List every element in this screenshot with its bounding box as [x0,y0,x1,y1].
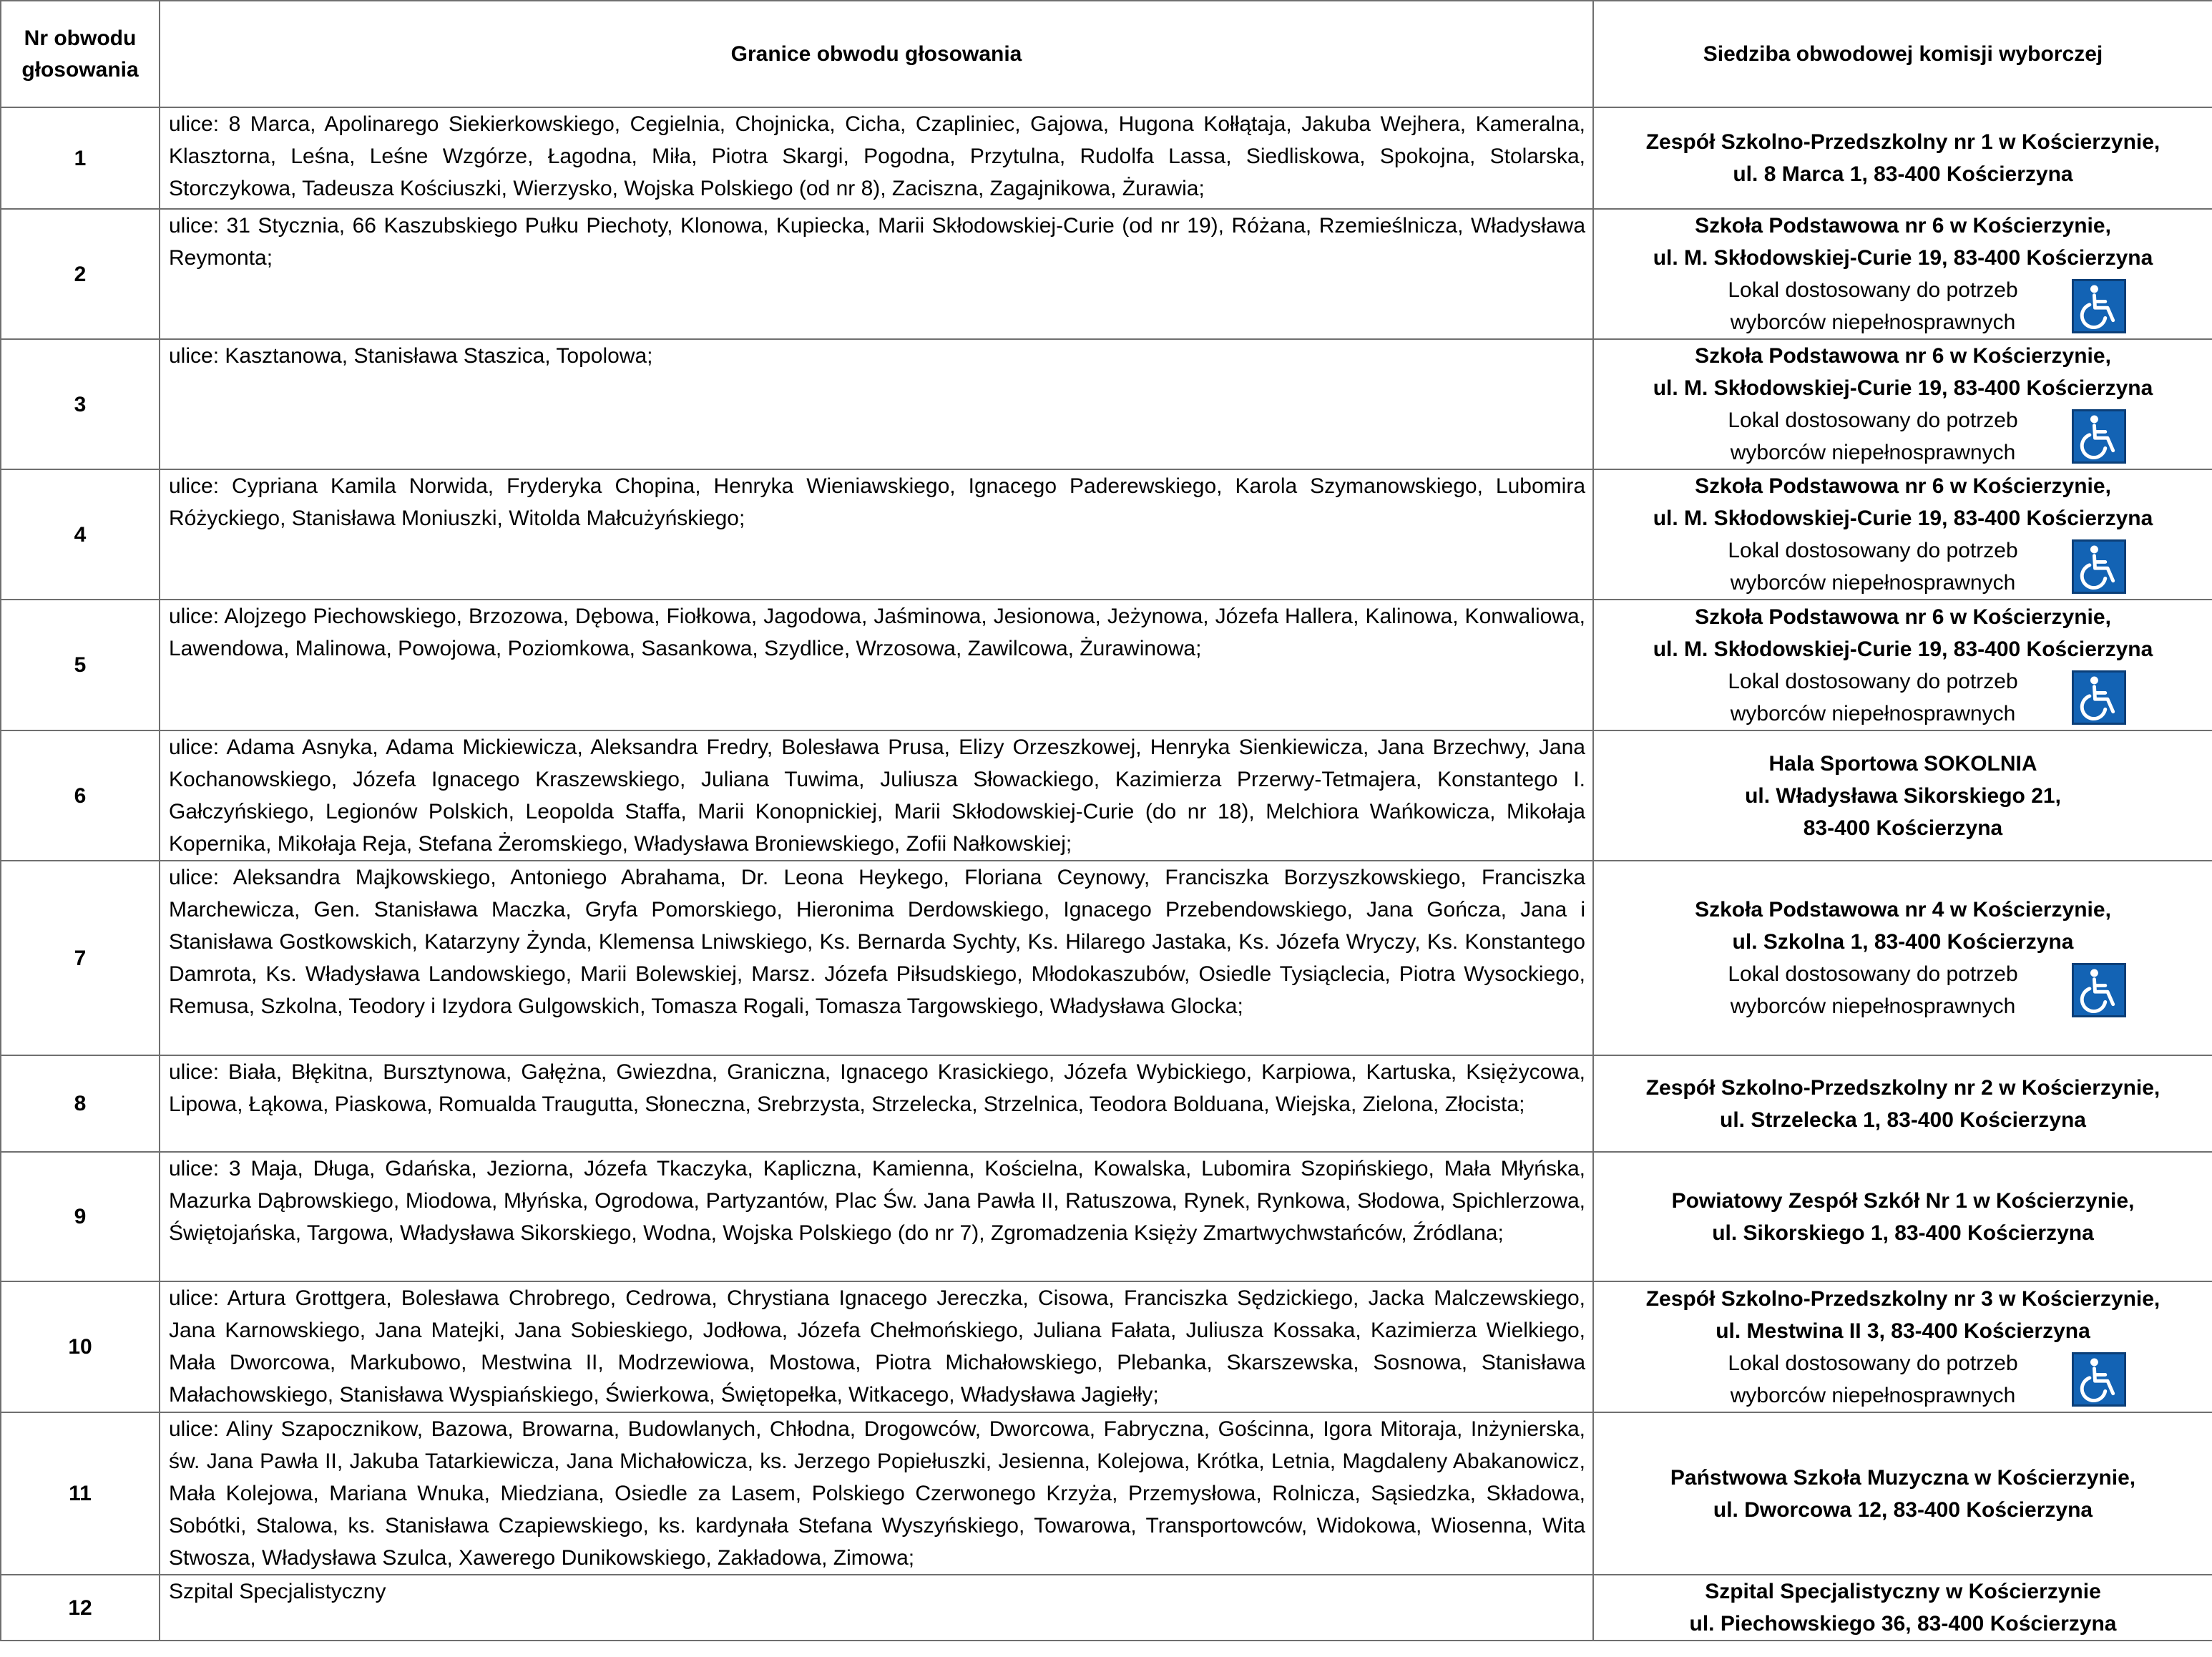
accessibility-text: Lokal dostosowany do potrzeb wyborców niepełnosprawnych [1728,409,2018,464]
accessibility-note [1688,665,2118,730]
district-boundaries: Szpital Specjalistyczny [160,1575,1593,1641]
district-number: 11 [1,1412,160,1575]
seat-name: Szkoła Podstawowa nr 6 w Kościerzynie, [1695,474,2111,498]
table-row [1,209,2212,339]
accessibility-text: Lokal dostosowany do potrzeb wyborców niepełnosprawnych [1728,669,2018,725]
seat-name: Szkoła Podstawowa nr 6 w Kościerzynie, [1695,214,2111,238]
accessibility-text: Lokal dostosowany do potrzeb wyborców niepełnosprawnych [1728,278,2018,334]
table-row [1,730,2212,861]
seat-address: ul. M. Skłodowskiej-Curie 19, 83-400 Kościerzyna [1653,246,2153,270]
seat-name: Szkoła Podstawowa nr 4 w Kościerzynie, [1695,898,2111,922]
seat-name: Szpital Specjalistyczny w Kościerzynie [1705,1580,2101,1603]
seat-name: Państwowa Szkoła Muzyczna w Kościerzynie, [1670,1465,2136,1490]
commission-seat [1593,1575,2212,1641]
commission-seat [1593,1055,2212,1152]
seat-address: ul. Mestwina II 3, 83-400 Kościerzyna [1716,1319,2090,1343]
accessibility-note [1688,1347,2118,1412]
accessibility-note [1688,958,2118,1022]
wheelchair-accessible-icon [2072,1352,2126,1407]
seat-address: ul. Strzelecka 1, 83-400 Kościerzyna [1720,1108,2086,1132]
table-row [1,861,2212,1055]
district-number: 10 [1,1281,160,1412]
table-header-row [1,1,2212,107]
wheelchair-accessible-icon [2072,963,2126,1017]
accessibility-note [1688,404,2118,469]
commission-seat [1593,730,2212,861]
table-row [1,339,2212,469]
district-boundaries: ulice: 8 Marca, Apolinarego Siekierkowskiego, Cegielnia, Chojnicka, Cicha, Czapliniec, Gajowa, Hugona Kołłątaja, Jakuba Wejhera, Kameralna, Klasztorna, Leśna, Leśne Wzgórze, Łagodna, Miła, Piotra Skargi, Pogodna, Przytulna, Rudolfa Lassa, Siedliskowa, Spokojna, Stolarska, Storczykowa, Tadeusza Kościuszki, Wierzysko, Wojska Polskiego (od nr 8), Zaciszna, Zagajnikowa, Żurawia; [160,107,1593,209]
table-row [1,1152,2212,1281]
seat-address: ul. M. Skłodowskiej-Curie 19, 83-400 Kościerzyna [1653,507,2153,530]
commission-seat [1593,1152,2212,1281]
district-boundaries: ulice: Cypriana Kamila Norwida, Fryderyka Chopina, Henryka Wieniawskiego, Ignacego Paderewskiego, Karola Szymanowskiego, Lubomira Różyckiego, Stanisława Moniuszki, Witolda Małcużyńskiego; [160,469,1593,600]
district-number: 5 [1,600,160,730]
commission-seat [1593,600,2212,730]
district-number: 6 [1,730,160,861]
district-boundaries: ulice: Aleksandra Majkowskiego, Antoniego Abrahama, Dr. Leona Heykego, Floriana Ceynowy, Franciszka Borzyszkowskiego, Franciszka Marchewicza, Gen. Stanisława Maczka, Gryfa Pomorskiego, Hieronima Derdowskiego, Ignacego Przebendowskiego, Jana Gończa, Jana i Stanisława Gostkowskich, Katarzyny Żynda, Klemensa Lniwskiego, Ks. Bernarda Sychty, Ks. Hilarego Jastaka, Ks. Józefa Wryczy, Ks. Konstantego Damrota, Ks. Władysława Landowskiego, Marii Bolewskiej, Marsz. Józefa Piłsudskiego, Młodokaszubów, Osiedle Tysiąclecia, Piotra Wysockiego, Remusa, Szkolna, Teodory i Izydora Gulgowskich, Tomasza Rogali, Tomasza Targowskiego, Władysława Glocka; [160,861,1593,1055]
district-boundaries: ulice: Kasztanowa, Stanisława Staszica, Topolowa; [160,339,1593,469]
commission-seat [1593,1281,2212,1412]
table-row [1,1281,2212,1412]
accessibility-note [1688,534,2118,599]
table-row [1,600,2212,730]
commission-seat [1593,209,2212,339]
seat-name: Zespół Szkolno-Przedszkolny nr 1 w Kościerzynie, [1645,130,2160,154]
district-number: 2 [1,209,160,339]
seat-name: Szkoła Podstawowa nr 6 w Kościerzynie, [1695,344,2111,368]
district-boundaries: ulice: Alojzego Piechowskiego, Brzozowa, Dębowa, Fiołkowa, Jagodowa, Jaśminowa, Jesionowa, Jeżynowa, Józefa Hallera, Kalinowa, Konwaliowa, Lawendowa, Malinowa, Powojowa, Poziomkowa, Sasankowa, Szydlice, Wrzosowa, Zawilcowa, Żurawinowa; [160,600,1593,730]
district-boundaries: ulice: 31 Stycznia, 66 Kaszubskiego Pułku Piechoty, Klonowa, Kupiecka, Marii Skłodowskiej-Curie (od nr 19), Różana, Rzemieślnicza, Władysława Reymonta; [160,209,1593,339]
header-nr: Nr obwodu głosowania [1,1,160,107]
district-number: 8 [1,1055,160,1152]
seat-address: ul. M. Skłodowskiej-Curie 19, 83-400 Kościerzyna [1653,637,2153,661]
seat-name: Szkoła Podstawowa nr 6 w Kościerzynie, [1695,605,2111,629]
commission-seat [1593,861,2212,1055]
seat-name: Zespół Szkolno-Przedszkolny nr 2 w Kościerzynie, [1645,1075,2160,1100]
table-row [1,469,2212,600]
seat-name: Hala Sportowa SOKOLNIA [1768,751,2037,776]
district-number: 4 [1,469,160,600]
seat-address: ul. 8 Marca 1, 83-400 Kościerzyna [1733,162,2073,186]
seat-address: ul. Szkolna 1, 83-400 Kościerzyna [1732,930,2074,954]
district-boundaries: ulice: Biała, Błękitna, Bursztynowa, Gałężna, Gwiezdna, Graniczna, Ignacego Krasickiego, Józefa Wybickiego, Karpiowa, Kartuska, Księżycowa, Lipowa, Łąkowa, Piaskowa, Romualda Traugutta, Słoneczna, Srebrzysta, Strzelecka, Strzelnica, Teodora Bolduana, Wiejska, Zielona, Złocista; [160,1055,1593,1152]
accessibility-text: Lokal dostosowany do potrzeb wyborców niepełnosprawnych [1728,539,2018,595]
wheelchair-accessible-icon [2072,670,2126,725]
commission-seat [1593,1412,2212,1575]
table-row [1,1055,2212,1152]
wheelchair-accessible-icon [2072,279,2126,333]
wheelchair-accessible-icon [2072,539,2126,594]
seat-address-line2: 83-400 Kościerzyna [1803,816,2003,840]
accessibility-text: Lokal dostosowany do potrzeb wyborców niepełnosprawnych [1728,962,2018,1018]
accessibility-note [1688,274,2118,338]
accessibility-text: Lokal dostosowany do potrzeb wyborców niepełnosprawnych [1728,1351,2018,1407]
table-row [1,1412,2212,1575]
district-boundaries: ulice: Artura Grottgera, Bolesława Chrobrego, Cedrowa, Chrystiana Ignacego Jereczka, Cisowa, Franciszka Sędzickiego, Jacka Malczewskiego, Jana Karnowskiego, Jana Matejki, Jana Sobieskiego, Jodłowa, Józefa Chełmońskiego, Juliana Fałata, Juliusza Kossaka, Kazimierza Wielkiego, Mała Dworcowa, Markubowo, Mestwina II, Modrzewiowa, Mostowa, Piotra Michałowskiego, Plebanka, Skarszewska, Sosnowa, Stanisława Małachowskiego, Stanisława Wyspiańskiego, Świerkowa, Świętopełka, Witkacego, Władysława Jagiełły; [160,1281,1593,1412]
district-number: 1 [1,107,160,209]
district-boundaries: ulice: Aliny Szapocznikow, Bazowa, Browarna, Budowlanych, Chłodna, Drogowców, Dworcowa, Fabryczna, Gościnna, Igora Mitoraja, Inżynierska, św. Jana Pawła II, Jakuba Tatarkiewicza, Jana Michałowicza, ks. Jerzego Popiełuszki, Jesienna, Kolejowa, Krótka, Letnia, Magdaleny Abakanowicz, Mała Kolejowa, Mariana Wnuka, Miedziana, Osiedle za Lasem, Polskiego Czerwonego Krzyża, Przemysłowa, Rolnicza, Sąsiedzka, Składowa, Sobótki, Stalowa, ks. Stanisława Czapiewskiego, ks. kardynała Stefana Wyszyńskiego, Towarowa, Transportowców, Widokowa, Wiosenna, Wita Stwosza, Władysława Szulca, Xawerego Dunikowskiego, Zakładowa, Zimowa; [160,1412,1593,1575]
commission-seat [1593,469,2212,600]
commission-seat [1593,107,2212,209]
district-boundaries: ulice: Adama Asnyka, Adama Mickiewicza, Aleksandra Fredry, Bolesława Prusa, Elizy Orzeszkowej, Henryka Sienkiewicza, Jana Brzechwy, Jana Kochanowskiego, Józefa Ignacego Kraszewskiego, Juliana Tuwima, Juliusza Słowackiego, Kazimierza Przerwy-Tetmajera, Konstantego I. Gałczyńskiego, Legionów Polskich, Leopolda Staffa, Marii Konopnickiej, Marii Skłodowskiej-Curie (do nr 18), Melchiora Wańkowicza, Mikołaja Kopernika, Mikołaja Reja, Stefana Żeromskiego, Władysława Broniewskiego, Zofii Nałkowskiej; [160,730,1593,861]
seat-address: ul. Piechowskiego 36, 83-400 Kościerzyna [1689,1612,2117,1636]
seat-address: ul. Sikorskiego 1, 83-400 Kościerzyna [1712,1221,2094,1245]
seat-address: ul. Dworcowa 12, 83-400 Kościerzyna [1713,1497,2093,1522]
district-number: 9 [1,1152,160,1281]
table-row [1,1575,2212,1641]
seat-address: ul. M. Skłodowskiej-Curie 19, 83-400 Kościerzyna [1653,376,2153,400]
header-bounds: Granice obwodu głosowania [160,1,1593,107]
commission-seat [1593,339,2212,469]
wheelchair-accessible-icon [2072,409,2126,464]
district-number: 3 [1,339,160,469]
seat-name: Powiatowy Zespół Szkół Nr 1 w Kościerzynie, [1671,1188,2135,1213]
header-seat: Siedziba obwodowej komisji wyborczej [1593,1,2212,107]
district-number: 12 [1,1575,160,1641]
table-row [1,107,2212,209]
district-number: 7 [1,861,160,1055]
seat-name: Zespół Szkolno-Przedszkolny nr 3 w Kościerzynie, [1645,1286,2160,1311]
seat-address: ul. Władysława Sikorskiego 21, [1745,783,2061,808]
district-boundaries: ulice: 3 Maja, Długa, Gdańska, Jeziorna, Józefa Tkaczyka, Kapliczna, Kamienna, Kościelna, Kowalska, Lubomira Szopińskiego, Mała Młyńska, Mazurka Dąbrowskiego, Miodowa, Młyńska, Ogrodowa, Partyzantów, Plac Św. Jana Pawła II, Ratuszowa, Rynek, Rynkowa, Słodowa, Spichlerzowa, Świętojańska, Targowa, Władysława Sikorskiego, Wodna, Wojska Polskiego (do nr 7), Zgromadzenia Księży Zmartwychwstańców, Źródlana; [160,1152,1593,1281]
